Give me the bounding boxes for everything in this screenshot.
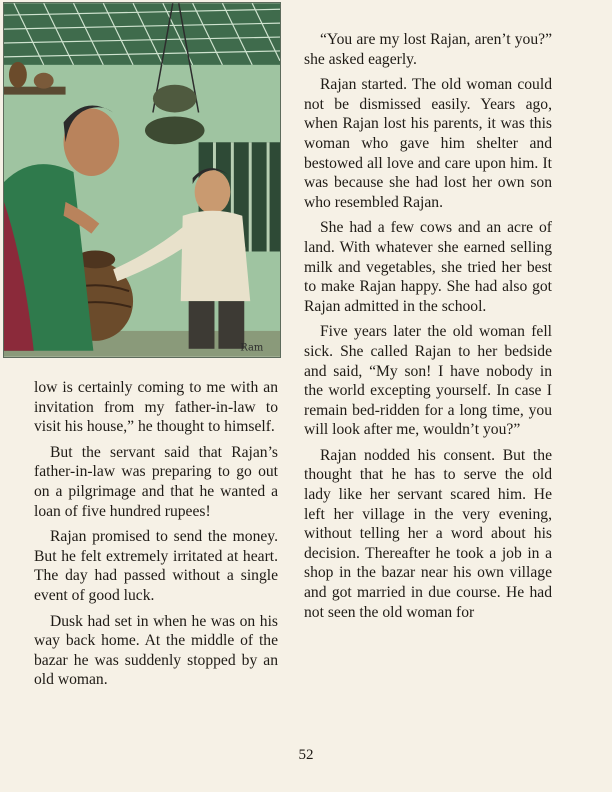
right-paragraph-2: Rajan started. The old woman could not be dismissed easily. Years ago, when Rajan lost his parents, it was this woman who gave him shelter and bestowed all love and care upon him. It was because she had lost her own son who resembled Rajan. xyxy=(304,76,552,211)
artist-signature: Ram xyxy=(240,342,264,354)
shelf xyxy=(4,87,66,95)
left-column xyxy=(34,378,278,696)
left-paragraph-2: But the servant said that Rajan’s father-in-law was preparing to go out on a pilgrimage and that he wanted a loan of five hundred rupees! xyxy=(34,443,278,520)
right-column xyxy=(304,30,552,628)
left-paragraph-4: Dusk had set in when he was on his way back home. At the middle of the bazar he was suddenly stopped by an old woman. xyxy=(34,612,278,689)
right-paragraph-3: She had a few cows and an acre of land. With whatever she earned selling milk and vegetables, she tried her best to make Rajan happy. She had also got Rajan admitted in the school. xyxy=(304,219,552,315)
right-paragraph-5: Rajan nodded his consent. But the thought that he has to serve the old lady like her servant scared him. He left her village in the very evening, without telling her a word about his decision. Thereafter he took a job in a shop in the bazar near his own village and got married in due course. He had not seen the old woman for xyxy=(304,446,552,621)
page-number: 52 xyxy=(298,747,314,763)
shelf-jar xyxy=(9,62,27,88)
illustration-drawing xyxy=(4,3,280,357)
story-illustration xyxy=(3,2,281,358)
shelf-pot xyxy=(34,73,54,89)
left-paragraph-3: Rajan promised to send the money. But he felt extremely irritated at heart. The day had passed without a single event of good luck. xyxy=(34,528,278,604)
right-paragraph-4: Five years later the old woman fell sick. She called Rajan to her bedside and said, “My son! I have nobody in the world excepting yourself. In case I remain bed-ridden for a long time, you will look after me, wouldn’t you?” xyxy=(304,323,552,439)
left-paragraph-1: low is certainly coming to me with an invitation from my father-in-law to visit his house,” he thought to himself. xyxy=(34,379,278,436)
right-paragraph-1: “You are my lost Rajan, aren’t you?” she asked eagerly. xyxy=(304,31,552,68)
